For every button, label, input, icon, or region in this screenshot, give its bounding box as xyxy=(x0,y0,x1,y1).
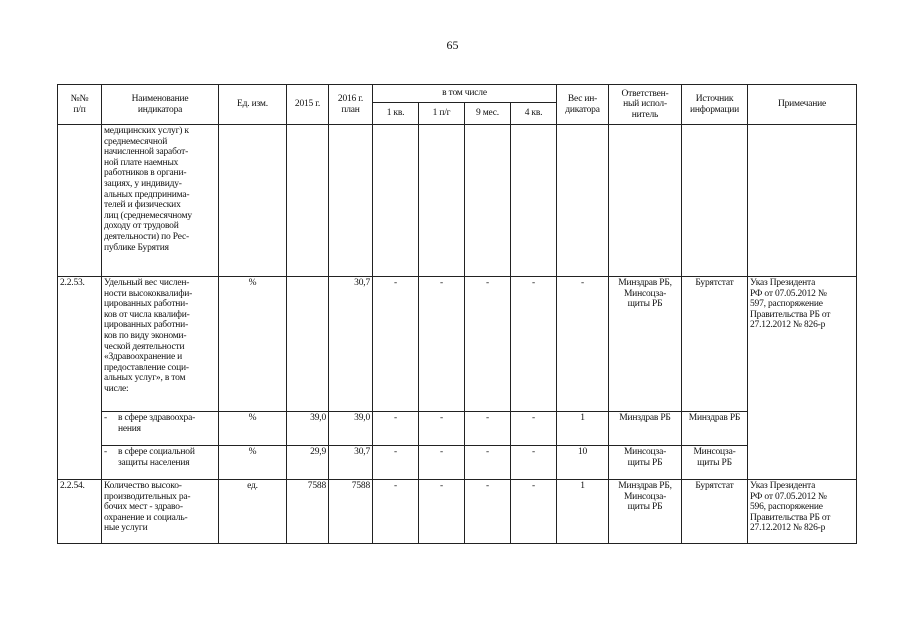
value-q4: - xyxy=(511,446,557,480)
source-cell: Бурятстат xyxy=(682,277,748,412)
value-2015: 7588 xyxy=(287,480,329,544)
header-2016: 2016 г. план xyxy=(329,85,373,125)
note-cell: Указ Президента РФ от 07.05.2012 № 597, распоряжение Правительства РБ от 27.12.2012 № 826-р xyxy=(748,277,857,480)
source-cell: Минздрав РБ xyxy=(682,412,748,446)
value-q1: - xyxy=(373,277,419,412)
header-q4: 4 кв. xyxy=(511,103,557,125)
value-2016: 39,0 xyxy=(329,412,373,446)
header-including: в том числе xyxy=(373,85,557,103)
table-row-sub-social xyxy=(58,446,857,480)
header-h1: 1 п/г xyxy=(419,103,465,125)
header-source: Источник информации xyxy=(682,85,748,125)
value-9m: - xyxy=(465,412,511,446)
page-number: 65 xyxy=(446,38,459,52)
indicator-name: Удельный вес числен- ности высококвалифи- цированных работни- ков от числа квалифи- цированных работни- ков по виду экономи- ческой деятельности «Здравоохранение и предоставление соци- альных услуг», в том числе: xyxy=(102,277,219,412)
responsible-cell: Минздрав РБ, Минсоцза- щиты РБ xyxy=(609,277,682,412)
value-2016: 7588 xyxy=(329,480,373,544)
value-2015 xyxy=(287,277,329,412)
table-row-2-2-54 xyxy=(58,480,857,544)
value-h1: - xyxy=(419,446,465,480)
value-h1: - xyxy=(419,277,465,412)
value-2016: 30,7 xyxy=(329,446,373,480)
header-name: Наименование индикатора xyxy=(102,85,219,125)
value-9m: - xyxy=(465,277,511,412)
unit-cell: % xyxy=(219,446,287,480)
unit-cell: ед. xyxy=(219,480,287,544)
responsible-cell: Минсоцза- щиты РБ xyxy=(609,446,682,480)
header-note: Примечание xyxy=(748,85,857,125)
sub-dash: - xyxy=(104,413,107,423)
header-responsible: Ответствен- ный испол- нитель xyxy=(609,85,682,125)
sub-dash: - xyxy=(104,447,107,457)
header-2015: 2015 г. xyxy=(287,85,329,125)
header-q1: 1 кв. xyxy=(373,103,419,125)
value-weight: 1 xyxy=(557,412,609,446)
value-q4: - xyxy=(511,412,557,446)
header-num: №№ п/п xyxy=(58,85,102,125)
header-9m: 9 мес. xyxy=(465,103,511,125)
table-row-continuation xyxy=(58,125,857,277)
header-unit: Ед. изм. xyxy=(219,85,287,125)
value-q4: - xyxy=(511,277,557,412)
value-9m: - xyxy=(465,480,511,544)
value-h1: - xyxy=(419,412,465,446)
value-2015: 39,0 xyxy=(287,412,329,446)
note-cell: Указ Президента РФ от 07.05.2012 № 596, распоряжение Правительства РБ от 27.12.2012 № 826-р xyxy=(748,480,857,544)
table-row-2-2-53 xyxy=(58,277,857,412)
value-weight: 1 xyxy=(557,480,609,544)
responsible-cell: Минздрав РБ xyxy=(609,412,682,446)
indicator-name: в сфере здравоохра- нения xyxy=(118,413,196,434)
indicators-table xyxy=(57,84,857,544)
indicator-name: в сфере социальной защиты населения xyxy=(118,447,195,468)
value-q1: - xyxy=(373,446,419,480)
value-weight: - xyxy=(557,277,609,412)
row-number: 2.2.53. xyxy=(58,277,102,480)
header-row-1 xyxy=(58,85,857,103)
row-number: 2.2.54. xyxy=(58,480,102,544)
value-2016: 30,7 xyxy=(329,277,373,412)
value-2015: 29,9 xyxy=(287,446,329,480)
unit-cell: % xyxy=(219,277,287,412)
value-h1: - xyxy=(419,480,465,544)
source-cell: Минсоцза- щиты РБ xyxy=(682,446,748,480)
value-q4: - xyxy=(511,480,557,544)
value-q1: - xyxy=(373,412,419,446)
table-row-sub-health xyxy=(58,412,857,446)
indicator-name: Количество высоко- производительных ра- бочих мест - здраво- охранение и социаль- ные услуги xyxy=(102,480,219,544)
source-cell: Бурятстат xyxy=(682,480,748,544)
indicator-name: медицинских услуг) к среднемесячной начисленной заработ- ной плате наемных работников в органи- зациях, у индивиду- альных предпринима- телей и физических лиц (среднемесячному доходу от трудовой деятельности) по Рес- публике Бурятия xyxy=(102,125,219,277)
value-weight: 10 xyxy=(557,446,609,480)
responsible-cell: Минздрав РБ, Минсоцза- щиты РБ xyxy=(609,480,682,544)
unit-cell: % xyxy=(219,412,287,446)
value-9m: - xyxy=(465,446,511,480)
value-q1: - xyxy=(373,480,419,544)
header-weight: Вес ин- дикатора xyxy=(557,85,609,125)
